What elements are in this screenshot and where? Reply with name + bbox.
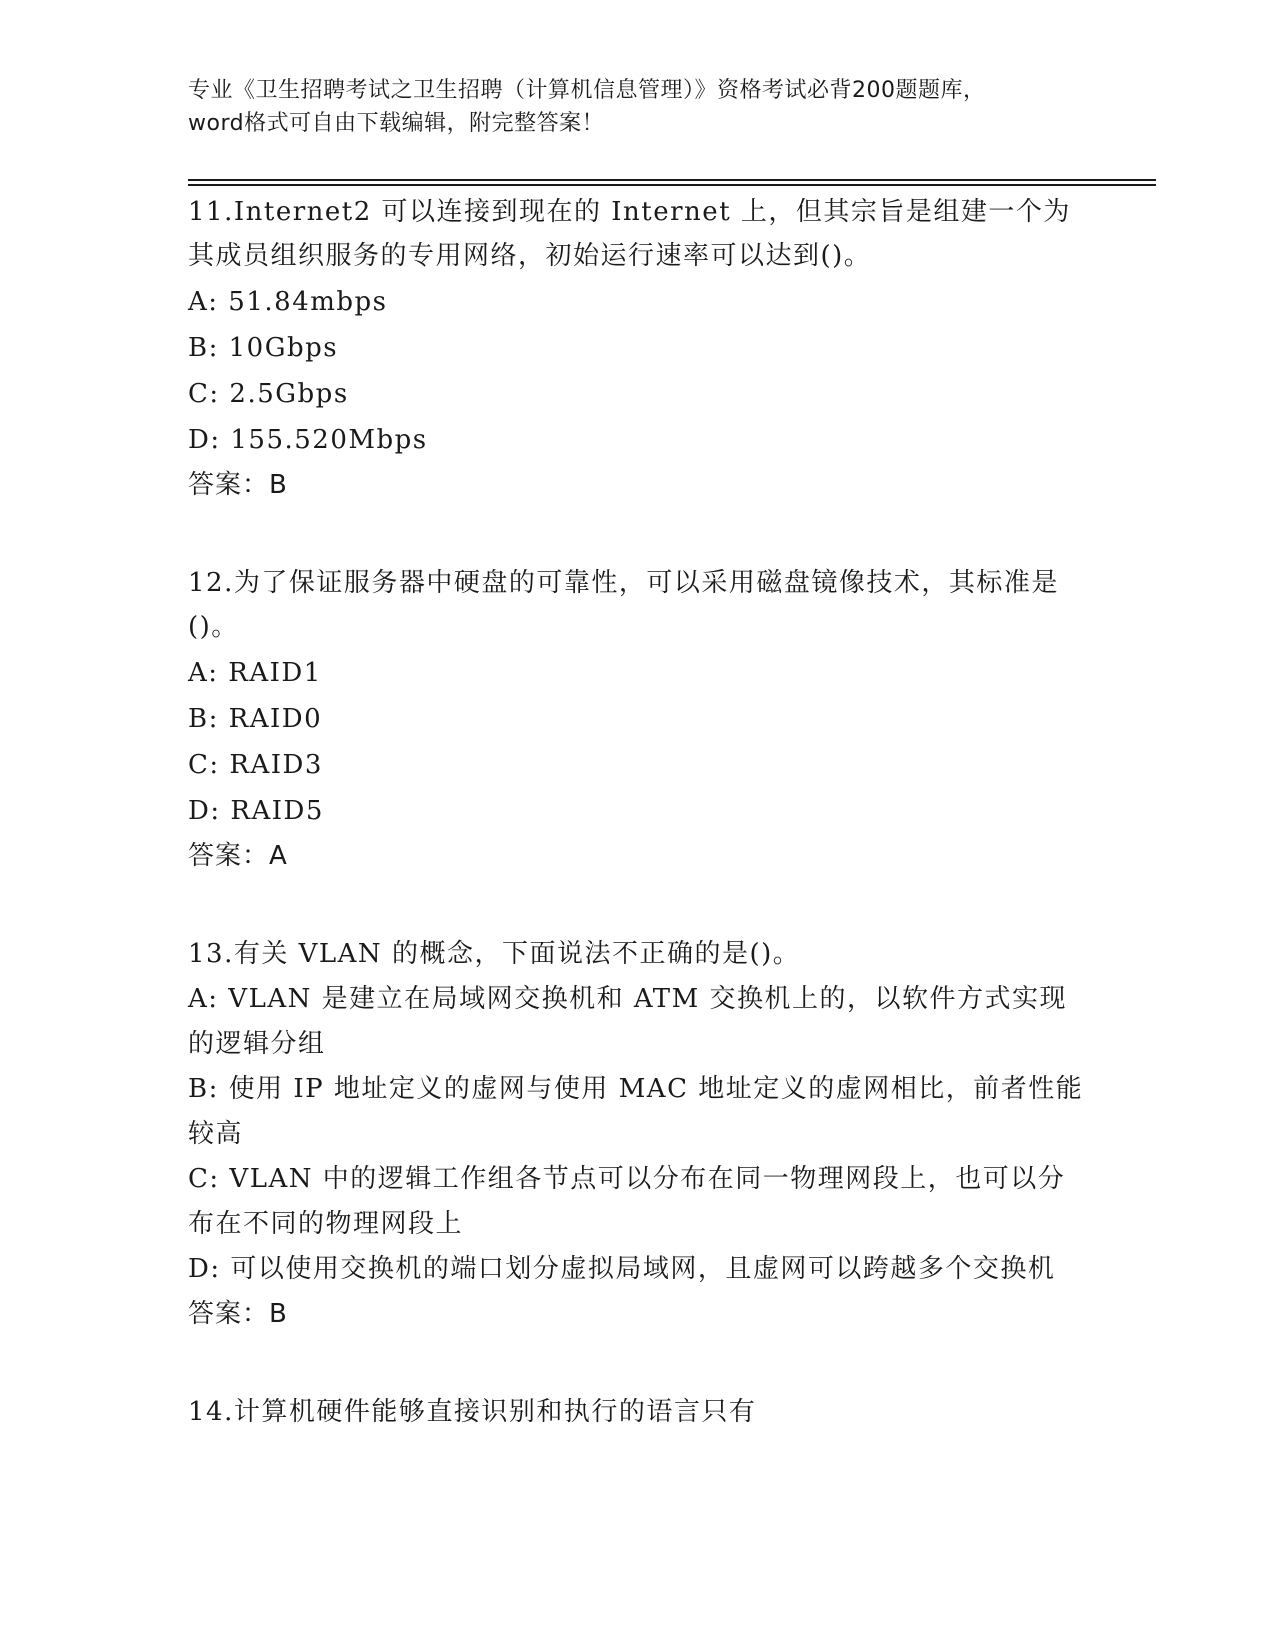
- option-a: A: VLAN 是建立在局域网交换机和 ATM 交换机上的，以软件方式实现的逻辑分组: [188, 984, 1067, 1059]
- document-header: [188, 74, 1088, 140]
- header-divider-top: [188, 179, 1156, 181]
- question-12: [188, 561, 1088, 878]
- question-stem: 11.Internet2 可以连接到现在的 Internet 上，但其宗旨是组建一个为其成员组织服务的专用网络，初始运行速率可以达到()。: [188, 197, 1071, 271]
- option-b: B: 10Gbps: [188, 333, 339, 363]
- option-d: D: 可以使用交换机的端口划分虚拟局域网，且虚网可以跨越多个交换机: [188, 1254, 1056, 1284]
- option-c: C: 2.5Gbps: [188, 379, 349, 409]
- option-c: C: RAID3: [188, 750, 323, 780]
- option-b: B: RAID0: [188, 704, 323, 734]
- question-list: [188, 190, 1088, 1489]
- answer: 答案：B: [188, 470, 288, 500]
- question-11: [188, 190, 1088, 507]
- option-b: B: 使用 IP 地址定义的虚网与使用 MAC 地址定义的虚网相比，前者性能较高: [188, 1074, 1084, 1149]
- option-a: A: 51.84mbps: [188, 287, 388, 317]
- question-stem: 12.为了保证服务器中硬盘的可靠性，可以采用磁盘镜像技术，其标准是()。: [188, 568, 1059, 642]
- question-13: [188, 932, 1088, 1336]
- option-d: D: 155.520Mbps: [188, 425, 428, 455]
- question-stem: 14.计算机硬件能够直接识别和执行的语言只有: [188, 1397, 757, 1427]
- header-line-2: word格式可自由下载编辑，附完整答案！: [188, 111, 605, 136]
- option-a: A: RAID1: [188, 658, 322, 688]
- option-d: D: RAID5: [188, 796, 324, 826]
- header-line-1: 专业《卫生招聘考试之卫生招聘（计算机信息管理）》资格考试必背200题题库，: [188, 78, 986, 103]
- question-stem: 13.有关 VLAN 的概念，下面说法不正确的是()。: [188, 939, 801, 969]
- question-14: [188, 1390, 1088, 1435]
- answer: 答案：B: [188, 1299, 288, 1329]
- header-divider-bottom: [188, 184, 1156, 186]
- option-c: C: VLAN 中的逻辑工作组各节点可以分布在同一物理网段上，也可以分布在不同的物理网段上: [188, 1164, 1066, 1239]
- answer: 答案：A: [188, 841, 288, 871]
